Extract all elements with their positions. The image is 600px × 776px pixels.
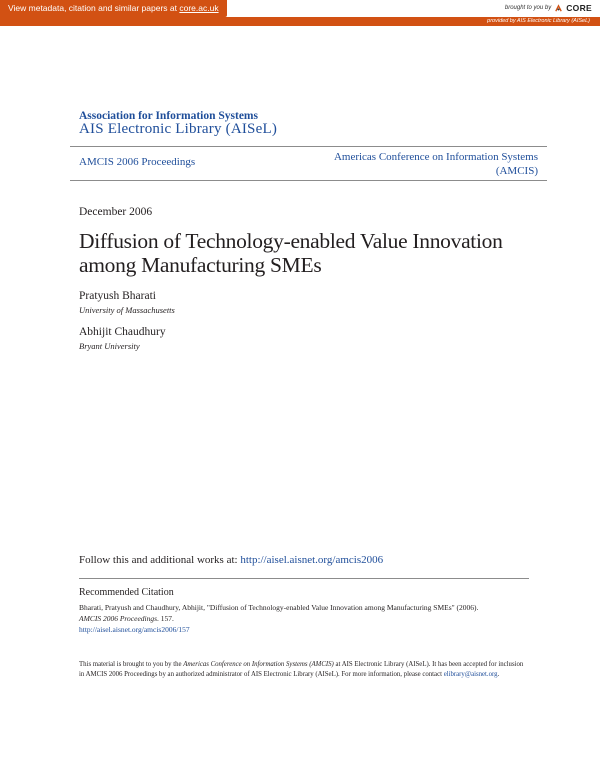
- author-affiliation: Bryant University: [79, 341, 140, 351]
- follow-label: Follow this and additional works at:: [79, 554, 241, 566]
- follow-link[interactable]: http://aisel.aisnet.org/amcis2006: [240, 554, 384, 566]
- core-view-text: View metadata, citation and similar papers at: [8, 3, 180, 13]
- core-view-metadata[interactable]: [0, 0, 227, 17]
- notice-end: .: [497, 671, 500, 678]
- recommended-citation-heading: Recommended Citation: [79, 587, 174, 598]
- header-divider-top: [70, 146, 547, 147]
- citation-venue: AMCIS 2006 Proceedings: [79, 614, 158, 623]
- core-logo-text: CORE: [566, 3, 592, 13]
- recommended-citation: [79, 602, 549, 635]
- provided-by: provided by AIS Electronic Library (AISeL): [487, 18, 590, 24]
- distribution-notice: [79, 660, 529, 680]
- core-link[interactable]: core.ac.uk: [179, 3, 219, 13]
- core-banner: [0, 0, 600, 26]
- author-affiliation: University of Massachusetts: [79, 305, 175, 315]
- brought-to-you-by[interactable]: [505, 3, 592, 13]
- author-name: Pratyush Bharati: [79, 290, 156, 302]
- publication-date: December 2006: [79, 206, 153, 218]
- citation-divider: [79, 578, 529, 579]
- header-divider-bottom: [70, 180, 547, 181]
- library-name[interactable]: AIS Electronic Library (AISeL): [79, 121, 278, 137]
- association-name[interactable]: Association for Information Systems: [79, 110, 258, 122]
- notice-text-1: This material is brought to you by the: [79, 661, 184, 668]
- citation-link[interactable]: http://aisel.aisnet.org/amcis2006/157: [79, 625, 190, 634]
- conference-link[interactable]: Americas Conference on Information Systems (AMCIS): [333, 151, 538, 177]
- citation-number: . 157.: [157, 614, 174, 623]
- proceedings-link[interactable]: AMCIS 2006 Proceedings: [79, 156, 196, 168]
- brought-text: brought to you by: [504, 5, 552, 11]
- author-name: Abhijit Chaudhury: [79, 326, 166, 338]
- follow-works: [79, 554, 383, 566]
- core-logo-icon: [554, 4, 563, 13]
- contact-email-link[interactable]: elibrary@aisnet.org: [443, 671, 498, 678]
- paper-title: Diffusion of Technology-enabled Value Innovation among Manufacturing SMEs: [79, 229, 503, 277]
- notice-conference: Americas Conference on Information Systems (AMCIS): [183, 661, 334, 668]
- notice-text-2: at AIS Electronic Library (AISeL). It has been accepted for inclusion in AMCIS 2006 Proceedings by an authorized administrator of AIS Electronic Library (AISeL). For more information, please contact: [79, 661, 524, 678]
- citation-text: Bharati, Pratyush and Chaudhury, Abhijit, "Diffusion of Technology-enabled Value Innovation among Manufacturing SMEs" (2006).: [79, 603, 479, 612]
